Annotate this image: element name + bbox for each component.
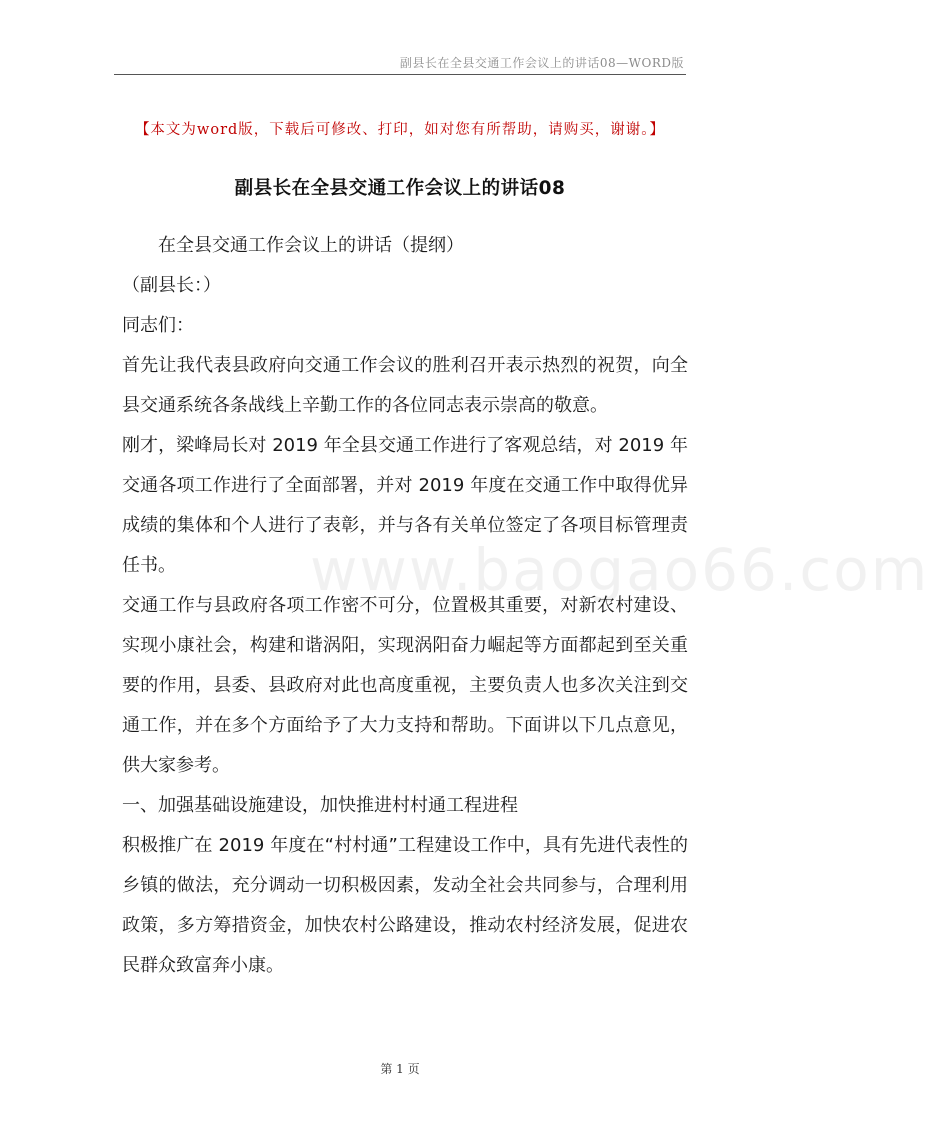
speaker-paragraph: （副县长：）	[122, 275, 221, 296]
body-paragraph: 积极推广在 2019 年度在“村村通”工程建设工作中，具有先进代表性的乡镇的做法，充分调动一切积极因素，发动全社会共同参与，合理利用政策，多方筹措资金，加快农村公路建设，推动农村经济发展，促进农民群众致富奔小康。	[122, 835, 688, 976]
body-paragraph: 交通工作与县政府各项工作密不可分，位置极其重要，对新农村建设、实现小康社会，构建和谐涡阳，实现涡阳奋力崛起等方面都起到至关重要的作用，县委、县政府对此也高度重视，主要负责人也多次关注到交通工作，并在多个方面给予了大力支持和帮助。下面讲以下几点意见，供大家参考。	[122, 595, 688, 776]
header-divider	[114, 74, 686, 75]
purchase-notice: 【本文为word版，下载后可修改、打印，如对您有所帮助，请购买，谢谢。】	[134, 122, 666, 138]
salutation-paragraph: 同志们：	[122, 315, 194, 336]
page-number: 第 1 页	[380, 1062, 420, 1076]
subtitle-paragraph: 在全县交通工作会议上的讲话（提纲）	[158, 235, 464, 256]
section-heading: 一、加强基础设施建设，加快推进村村通工程进程	[122, 795, 518, 816]
document-title: 副县长在全县交通工作会议上的讲话08	[234, 178, 566, 199]
watermark: www.baogao66.com	[310, 536, 929, 604]
body-paragraph: 刚才，梁峰局长对 2019 年全县交通工作进行了客观总结，对 2019 年交通各项工作进行了全面部署，并对 2019 年度在交通工作中取得优异成绩的集体和个人进行了表彰，并与各有关单位签定了各项目标管理责任书。	[122, 435, 688, 576]
running-header: 副县长在全县交通工作会议上的讲话08—WORD版	[399, 56, 684, 70]
document-body	[122, 226, 688, 986]
body-paragraph: 首先让我代表县政府向交通工作会议的胜利召开表示热烈的祝贺，向全县交通系统各条战线上辛勤工作的各位同志表示崇高的敬意。	[122, 355, 688, 416]
